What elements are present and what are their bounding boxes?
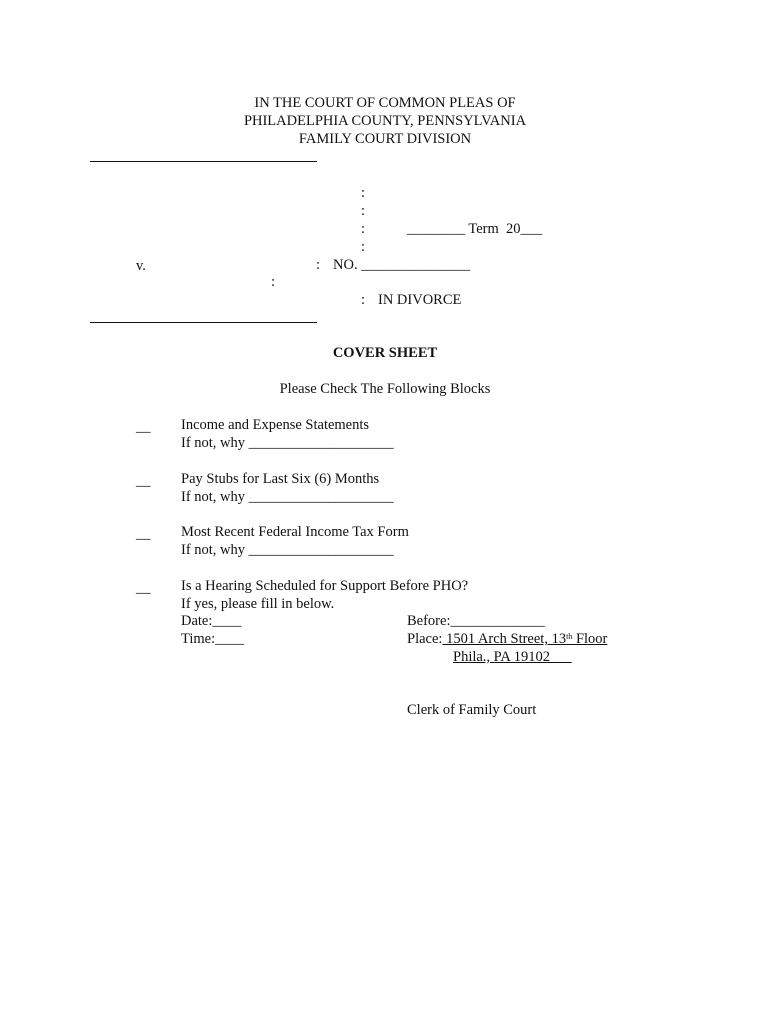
caption-top-rule (90, 161, 317, 162)
time-field[interactable]: Time:____ (181, 631, 245, 647)
item-label: Income and Expense Statements (181, 417, 370, 433)
caption-colon: : (361, 239, 366, 255)
checkbox-hearing[interactable]: __ (136, 580, 151, 596)
checkbox-income-expense[interactable]: __ (136, 419, 151, 435)
caption-bottom-rule (90, 322, 317, 323)
in-divorce-label: IN DIVORCE (378, 292, 462, 308)
place-floor-text: Floor (572, 631, 608, 647)
place-label: Place: (407, 631, 443, 647)
caption-colon: : (361, 221, 366, 237)
reason-field[interactable]: If not, why ____________________ (181, 435, 394, 451)
reason-field[interactable]: If not, why ____________________ (181, 542, 394, 558)
place-city: Phila., PA 19102 (453, 649, 572, 665)
place-line (407, 630, 607, 648)
place-street-text: 1501 Arch Street, 13 (442, 631, 567, 647)
court-header-line-1: IN THE COURT OF COMMON PLEAS OF (254, 95, 516, 111)
clerk-signature-label: Clerk of Family Court (407, 702, 537, 718)
court-header-line-2: PHILADELPHIA COUNTY, PENNSYLVANIA (243, 113, 527, 129)
floor-ordinal: th (566, 632, 573, 641)
caption-colon: : (361, 185, 366, 201)
term-field[interactable]: ________ Term 20___ (407, 221, 543, 237)
checkbox-pay-stubs[interactable]: __ (136, 473, 151, 489)
caption-colon: : (361, 203, 366, 219)
court-header-line-3: FAMILY COURT DIVISION (298, 131, 472, 147)
page-title: COVER SHEET (332, 345, 438, 361)
caption-colon: : (316, 257, 321, 273)
item-label: Most Recent Federal Income Tax Form (181, 524, 409, 540)
instruction-text: Please Check The Following Blocks (279, 381, 491, 397)
before-field[interactable]: Before:_____________ (407, 613, 545, 629)
date-field[interactable]: Date:____ (181, 613, 242, 629)
hearing-question: Is a Hearing Scheduled for Support Before PHO? (181, 578, 469, 594)
item-label: Pay Stubs for Last Six (6) Months (181, 471, 380, 487)
reason-field[interactable]: If not, why ____________________ (181, 489, 394, 505)
caption-colon: : (271, 274, 276, 290)
checkbox-tax-form[interactable]: __ (136, 526, 151, 542)
hearing-instruction: If yes, please fill in below. (181, 596, 335, 612)
versus-label: v. (136, 258, 146, 274)
caption-colon: : (361, 292, 366, 308)
case-number-field[interactable]: NO. _______________ (333, 257, 470, 273)
place-street (442, 631, 607, 647)
